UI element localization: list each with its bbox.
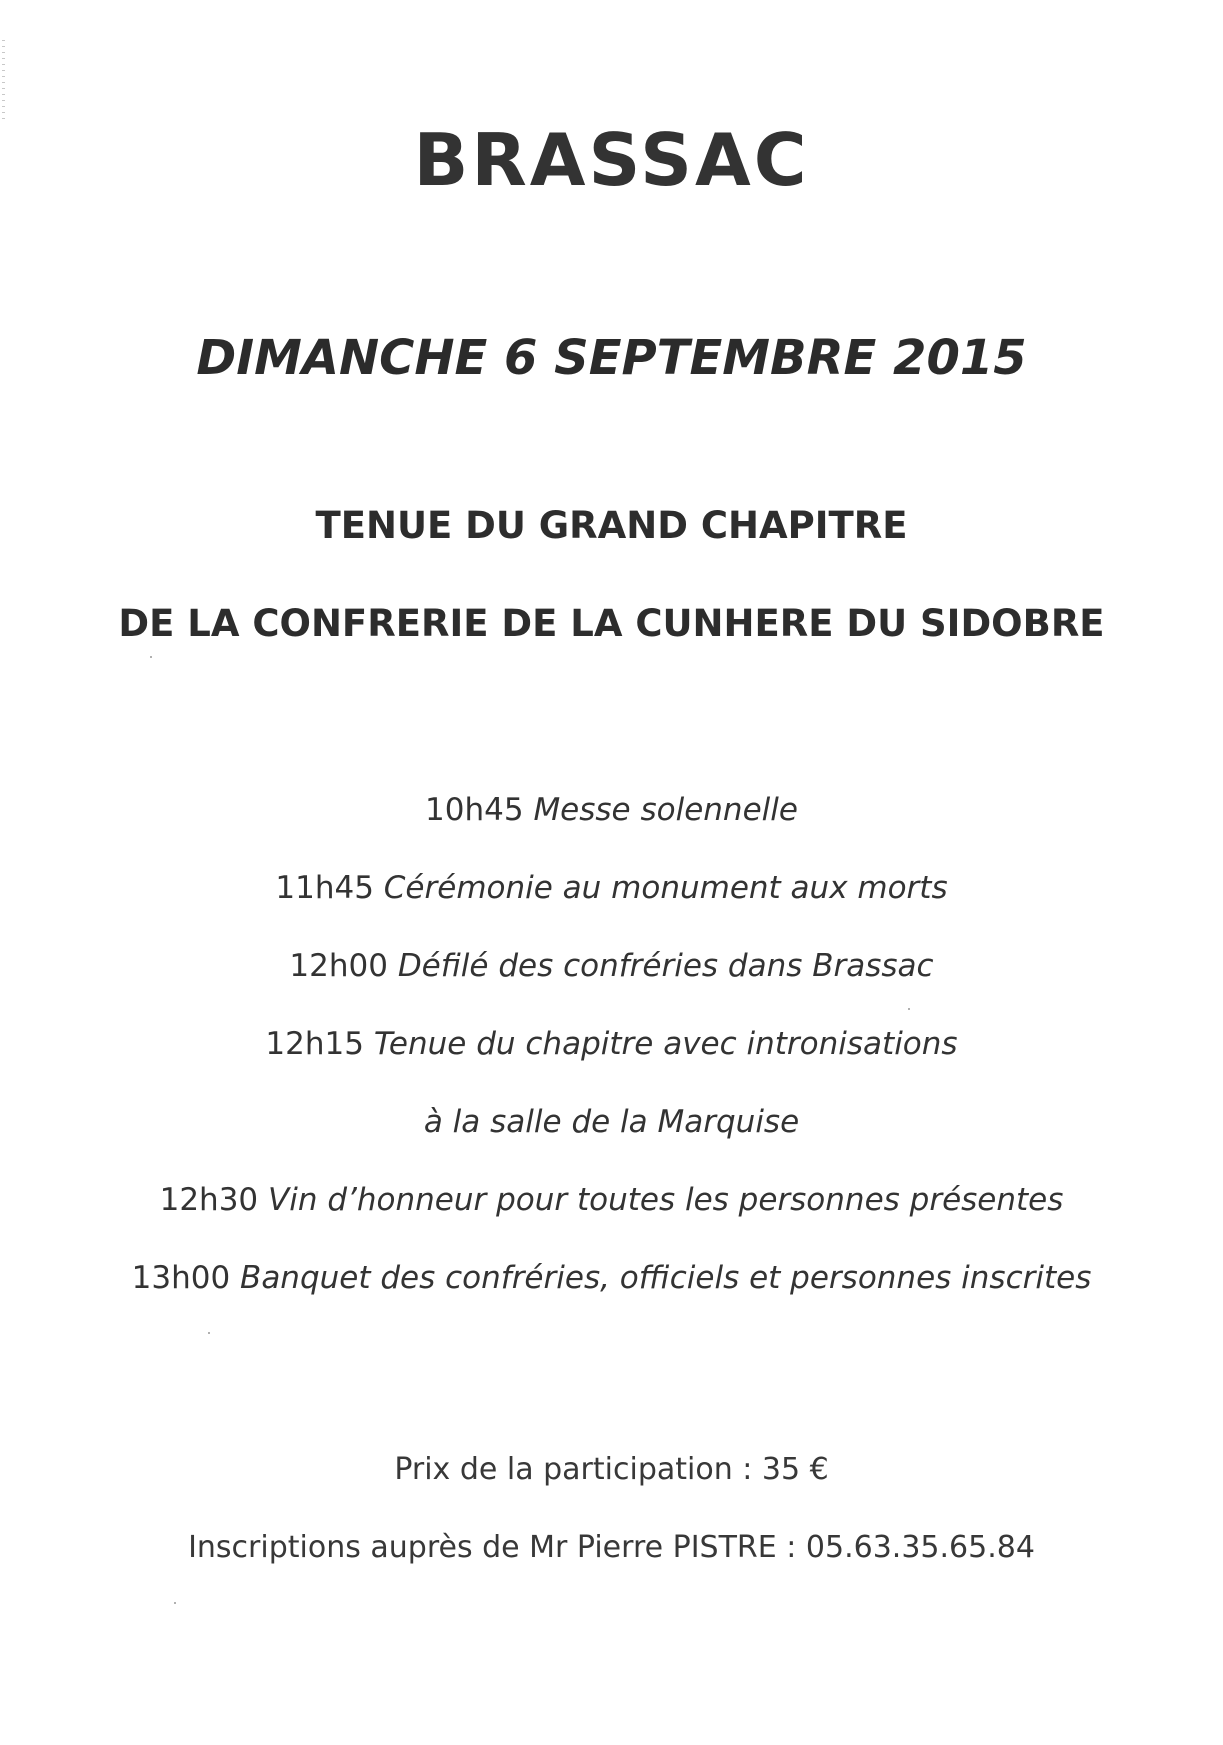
programme-text: à la salle de la Marquise bbox=[423, 1104, 800, 1140]
scan-edge-marks bbox=[2, 40, 5, 120]
programme-time: 10h45 bbox=[425, 792, 524, 828]
event-subtitle-line1: TENUE DU GRAND CHAPITRE bbox=[315, 504, 908, 547]
programme-time: 12h30 bbox=[159, 1182, 259, 1218]
programme-text: Tenue du chapitre avec intronisations bbox=[373, 1026, 958, 1062]
programme-text: Vin d’honneur pour toutes les personnes présentes bbox=[268, 1182, 1064, 1218]
programme-text: Banquet des confréries, officiels et personnes inscrites bbox=[240, 1260, 1092, 1296]
event-subtitle-line2: DE LA CONFRERIE DE LA CUNHERE DU SIDOBRE bbox=[118, 602, 1105, 645]
programme-text: Défilé des confréries dans Brassac bbox=[397, 948, 934, 984]
programme-time: 11h45 bbox=[275, 870, 374, 906]
participation-price: Prix de la participation : 35 € bbox=[394, 1452, 829, 1487]
programme-item bbox=[0, 946, 1223, 1024]
programme-time: 13h00 bbox=[131, 1260, 231, 1296]
programme-text: Cérémonie au monument aux morts bbox=[383, 870, 948, 906]
programme-item bbox=[0, 1180, 1223, 1258]
programme-item bbox=[0, 868, 1223, 946]
town-title: BRASSAC bbox=[413, 118, 810, 202]
registration-contact: Inscriptions auprès de Mr Pierre PISTRE : 05.63.35.65.84 bbox=[188, 1530, 1035, 1565]
programme-item bbox=[0, 1024, 1223, 1102]
scan-speck bbox=[174, 1602, 176, 1604]
programme-text: Messe solennelle bbox=[533, 792, 798, 828]
programme-time: 12h15 bbox=[265, 1026, 364, 1062]
programme-time: 12h00 bbox=[289, 948, 388, 984]
programme-item-continuation bbox=[0, 1102, 1223, 1180]
programme-item bbox=[0, 790, 1223, 868]
scan-speck bbox=[908, 1008, 910, 1010]
programme-item bbox=[0, 1258, 1223, 1336]
event-date: DIMANCHE 6 SEPTEMBRE 2015 bbox=[196, 330, 1027, 386]
scan-speck bbox=[150, 656, 152, 658]
programme-list bbox=[0, 790, 1223, 1336]
scan-speck bbox=[208, 1332, 210, 1334]
